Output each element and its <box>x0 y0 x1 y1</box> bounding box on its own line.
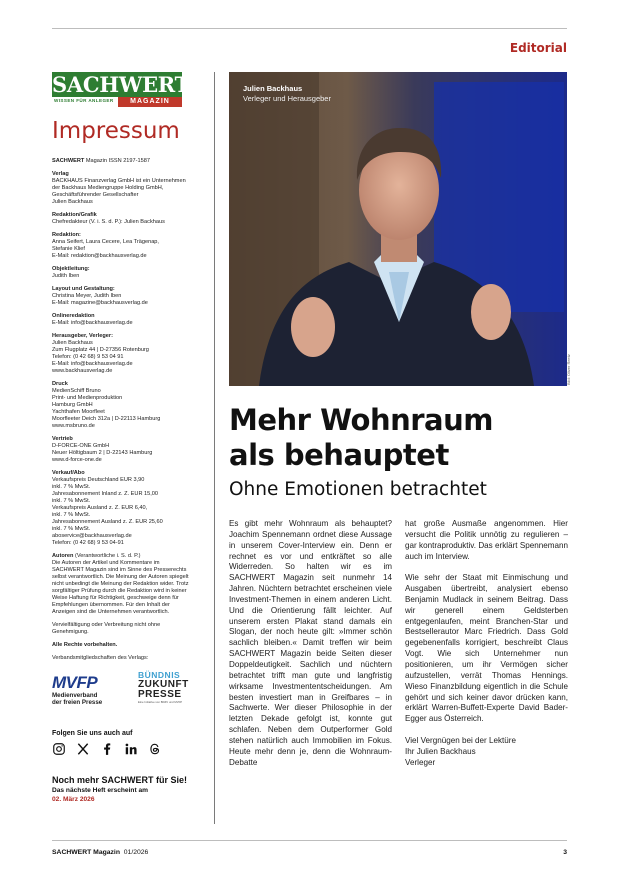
footer-issue: 01/2026 <box>123 849 149 856</box>
impressum-block-line: www.backhausverlag.de <box>52 368 113 374</box>
copy-notice <box>52 622 210 636</box>
impressum-block <box>52 313 210 327</box>
issn-brand: SACHWERT <box>52 158 85 164</box>
impressum-block-line: inkl. 7 % MwSt. <box>52 484 91 490</box>
footer-brand-issue <box>52 849 148 856</box>
impressum-block-line: Geschäftsführender Gesellschafter <box>52 192 139 198</box>
follow-label: Folgen Sie uns auch auf <box>52 730 133 737</box>
impressum-block-line: E-Mail: magazine@backhausverlag.de <box>52 300 148 306</box>
buendnis-zukunft-presse-logo <box>138 671 189 704</box>
impressum-block-line: Verkaufspreis Ausland z. Z. EUR 6,40, <box>52 505 148 511</box>
impressum-block-line: www.msbruno.de <box>52 423 95 429</box>
article-subline: Ohne Emotionen betrachtet <box>229 479 487 500</box>
social-links <box>52 742 210 756</box>
impressum-block-line: aboservice@backhausverlag.de <box>52 533 132 539</box>
closing-line: Viel Vergnügen bei der Lektüre <box>405 735 516 745</box>
impressum-block-line: Print- und Medienproduktion <box>52 395 123 401</box>
instagram-icon[interactable] <box>52 742 66 756</box>
impressum-block-title: Redaktion/Grafik <box>52 212 97 218</box>
associations-label: Verbandsmitgliedschaften des Verlags: <box>52 655 149 661</box>
impressum-block-line: Neuer Höltigbaum 2 | D-22143 Hamburg <box>52 450 153 456</box>
impressum-block <box>52 333 210 375</box>
impressum-block-line: Chefredakteur (V. i. S. d. P.): Julien Backhaus <box>52 219 165 225</box>
autoren-line: Empfehlungen übernommen. Für den Inhalt der <box>52 602 170 608</box>
impressum-block-line: Moorfleeter Deich 312a | D-22113 Hamburg <box>52 416 161 422</box>
mvfp-logo <box>52 674 102 706</box>
x-icon[interactable] <box>76 742 90 756</box>
photo-caption-role: Verleger und Herausgeber <box>243 94 331 103</box>
impressum-block-line: Julien Backhaus <box>52 199 93 205</box>
impressum-block-line: Judith Iben <box>52 273 80 279</box>
impressum-block-title: Redaktion: <box>52 232 81 238</box>
footer-brand: SACHWERT Magazin <box>52 849 120 856</box>
impressum-block-line: der Backhaus Mediengruppe Holding GmbH, <box>52 185 164 191</box>
copy-line: Vervielfältigung oder Verbreitung nicht ohne <box>52 622 161 628</box>
autoren-line: Anzeigen sind die Unternehmen verantwortlich. <box>52 609 170 615</box>
autoren-line: Weise Haftung für Richtigkeit, geschweige denn für <box>52 595 179 601</box>
impressum-block-line: inkl. 7 % MwSt. <box>52 498 91 504</box>
impressum-block-line: Jahresabonnement Ausland z. Z. EUR 25,60 <box>52 519 163 525</box>
impressum-block-line: Christina Meyer, Judith Iben <box>52 293 122 299</box>
impressum-block-title: Objektleitung: <box>52 266 90 272</box>
article-column-2 <box>405 519 568 768</box>
bottom-rule <box>52 840 567 841</box>
impressum-block-title: Vertrieb <box>52 436 73 442</box>
impressum-block-title: Onlineredaktion <box>52 313 95 319</box>
portrait-illustration <box>229 72 567 386</box>
section-label: Editorial <box>509 41 567 55</box>
impressum-block-line: E-Mail: redaktion@backhausverlag.de <box>52 253 147 259</box>
mvfp-mark: MVFP <box>52 673 98 692</box>
impressum-block <box>52 171 210 206</box>
impressum-block-title: Herausgeber, Verleger: <box>52 333 113 339</box>
article-paragraph: Wie sehr der Staat mit Einmischung und Ausgaben übertreibt, analysiert ebenso Benjamin Mudlack in seinem Beitrag. Dass wir generell einem Geldsterben entgegenlaufen, meint Branchen-Star und Bestsellerautor Marc Friedrich. Dass Gold gegebenenfalls korrigiert, beschreibt Claus Vogt. Wie sich Unternehmer nun positionieren, um ihr Vermögen sicher aufzustellen, verrät Thomas Hennings. Wieso Finanzbildung eigentlich in die Schule gehört und sich keiner davor drücken kann, erklärt Warren-Buffett-Experte David Bader-Egger aus Österreich. <box>405 573 568 724</box>
rights-notice: Alle Rechte vorbehalten. <box>52 642 118 648</box>
column-divider <box>214 72 215 824</box>
impressum-block <box>52 286 210 307</box>
autoren-line: Die Autoren der Artikel und Kommentare im <box>52 560 160 566</box>
autoren-block <box>52 553 210 616</box>
impressum-block <box>52 436 210 464</box>
photo-caption-name: Julien Backhaus <box>243 84 303 93</box>
closing-line: Verleger <box>405 757 436 767</box>
impressum-block-line: www.d-force-one.de <box>52 457 102 463</box>
headline-line-2: als behauptet <box>229 438 449 472</box>
logo-main-text: SACHWERT <box>52 72 190 97</box>
article-paragraph: hat große Ausmaße angenommen. Hier versucht die Politik unnötig zu regulieren – gar kontraproduktiv. Das erklärt Spennemann auch im Interview. <box>405 519 568 561</box>
logo-magazin: MAGAZIN <box>118 97 182 107</box>
closing <box>405 736 568 769</box>
autoren-line: selbst verantwortlich. Die Meinung der Autoren spiegelt <box>52 574 189 580</box>
impressum-block <box>52 212 210 226</box>
impressum-block-title: Druck <box>52 381 68 387</box>
next-issue-title: Noch mehr SACHWERT für Sie! <box>52 775 188 785</box>
impressum-block-line: Yachthafen Moorfleet <box>52 409 105 415</box>
autoren-note: (Verantwortliche i. S. d. P.) <box>73 553 141 559</box>
article-paragraph: Es gibt mehr Wohnraum als behauptet? Joachim Spennemann ordnet diese Aussage in unserem Cover-Interview ein. Denn er rechnet es vor und entkräftet so alle Widerreden. So halten wir es im SACHWERT Magazin seit nunmehr 14 Jahren. Nüchtern betrachtet erscheinen viele Investment-Themen in einem anderen Licht. Und die Orientierung fällt leichter. Auf unserem ersten Plakat stand damals ein Slogan, der noch heute gilt: »Immer schön sachlich bleiben.« Damit treffen wir beim SACHWERT Magazin beide Seiten dieser Doppeldeutigkeit. Sachlich und nüchtern betrachtet trifft man gute und langfristig wirksame Investmententscheidungen. Am besten investiert man in Greifbares – in Sachwerte. Wer dieser Philosophie in der letzten Dekade gefolgt ist, konnte gut schlafen. Neben dem Outperformer Gold stehen natürlich auch Immobilien im Fokus. Heute mehr denn je, denn die Wohnraum-Debatte <box>229 519 392 767</box>
sachwert-logo <box>52 72 190 108</box>
impressum-block-title: Layout und Gestaltung: <box>52 286 115 292</box>
impressum-block-line: E-Mail: info@backhausverlag.de <box>52 361 133 367</box>
mvfp-line-2: der freien Presse <box>52 699 103 706</box>
impressum-block-line: E-Mail: info@backhausverlag.de <box>52 320 133 326</box>
autoren-line: sorgfältiger Prüfung durch die Redaktion wird in keiner <box>52 588 187 594</box>
impressum-block-line: Telefon: (0 42 68) 9 53 04-91 <box>52 540 124 546</box>
impressum-block <box>52 470 210 547</box>
buendnis-line-2: ZUKUNFT <box>138 679 189 690</box>
impressum-block-line: Telefon: (0 42 68) 9 53 04 91 <box>52 354 124 360</box>
buendnis-note: Eine Initiative von BDZV und MVFP <box>138 700 183 704</box>
impressum-block-line: Julien Backhaus <box>52 340 93 346</box>
article-column-1 <box>229 519 392 779</box>
impressum-block-title: Verlag <box>52 171 69 177</box>
impressum-block-line: inkl. 7 % MwSt. <box>52 526 91 532</box>
impressum-block-line: Jahresabonnement Inland z. Z. EUR 15,00 <box>52 491 159 497</box>
impressum-block-line: Hamburg GmbH <box>52 402 93 408</box>
photo-credit: Bild: Oliver Reetz <box>566 354 571 385</box>
impressum-column <box>52 72 210 804</box>
headline-line-1: Mehr Wohnraum <box>229 403 493 437</box>
page-number: 3 <box>563 849 567 856</box>
copy-line: Genehmigung. <box>52 629 89 635</box>
next-issue-text: Das nächste Heft erscheint am <box>52 787 149 794</box>
impressum-blocks <box>52 171 210 547</box>
next-issue-date: 02. März 2026 <box>52 796 95 803</box>
impressum-block <box>52 381 210 430</box>
impressum-title: Impressum <box>52 118 180 144</box>
association-logos <box>52 670 210 718</box>
impressum-block-line: BACKHAUS Finanzverlag GmbH ist ein Unternehmen <box>52 178 186 184</box>
threads-icon[interactable] <box>148 742 162 756</box>
mvfp-line-1: Medienverband <box>52 692 98 699</box>
autoren-line: SACHWERT Magazin sind im Sinne des Presserechts <box>52 567 187 573</box>
impressum-block <box>52 266 210 280</box>
autoren-title: Autoren <box>52 553 74 559</box>
impressum-block-line: Zum Flugplatz 44 | D-27356 Rotenburg <box>52 347 149 353</box>
impressum-block-line: Stefanie Klief <box>52 246 85 252</box>
impressum-block-line: Verkaufspreis Deutschland EUR 3,90 <box>52 477 145 483</box>
autoren-line: nicht unbedingt die Meinung der Redaktion wider. Trotz <box>52 581 189 587</box>
impressum-block-title: Verkauf/Abo <box>52 470 85 476</box>
issn-line <box>52 158 210 165</box>
impressum-block-line: Anna Seifert, Laura Cecere, Lea Trägenap, <box>52 239 159 245</box>
article-headline <box>229 403 569 473</box>
impressum-block <box>52 232 210 260</box>
linkedin-icon[interactable] <box>124 742 138 756</box>
closing-line: Ihr Julien Backhaus <box>405 746 476 756</box>
autoren-lines <box>52 560 210 616</box>
top-rule <box>52 28 567 29</box>
issn-number: Magazin ISSN 2197-1587 <box>84 158 150 164</box>
portrait-photo <box>229 72 567 386</box>
buendnis-line-3: PRESSE <box>138 689 182 700</box>
logo-subtitle: WISSEN FÜR ANLEGER <box>54 98 114 103</box>
buendnis-line-1: BÜNDNIS <box>138 670 181 680</box>
impressum-block-line: MedienSchiff Bruno <box>52 388 101 394</box>
facebook-icon[interactable] <box>100 742 114 756</box>
impressum-block-line: D-FORCE-ONE GmbH <box>52 443 110 449</box>
impressum-block-line: inkl. 7 % MwSt. <box>52 512 91 518</box>
